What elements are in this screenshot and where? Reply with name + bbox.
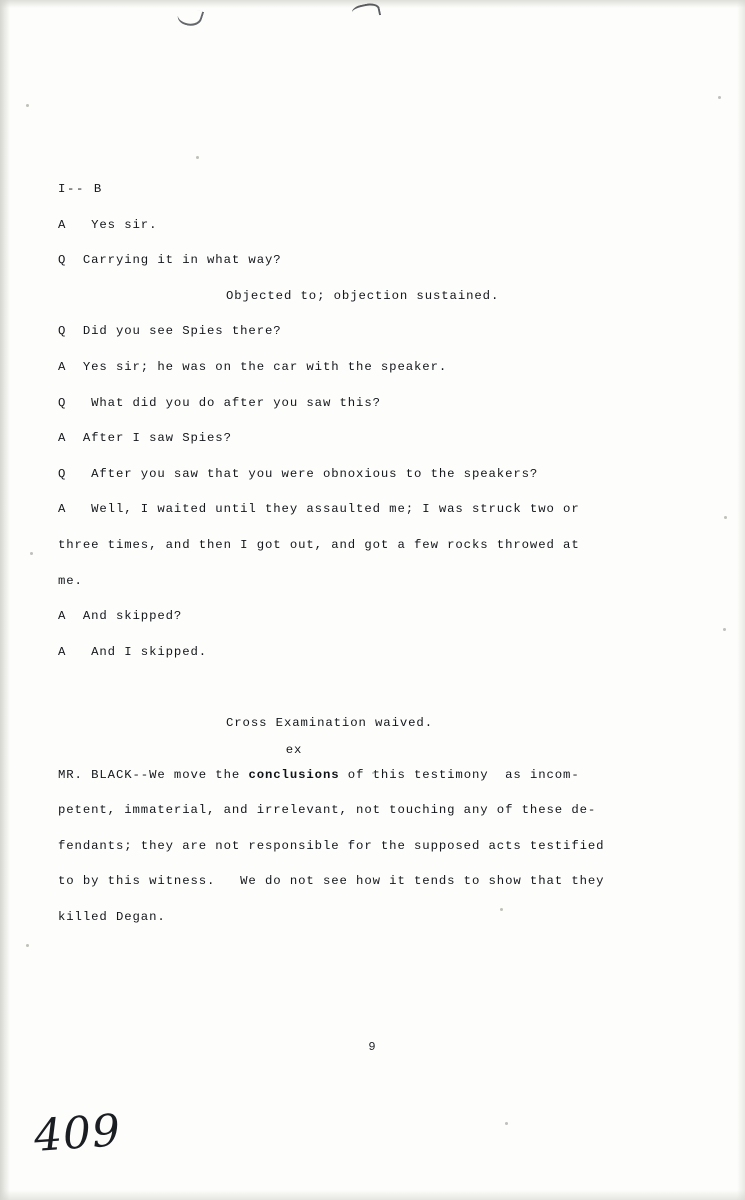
paragraph-spacer <box>58 670 690 706</box>
transcript-line: A And skipped? <box>58 609 183 624</box>
scan-speck <box>30 552 33 555</box>
objection-line: to by this witness. We do not see how it tends to show that they <box>58 874 605 889</box>
page-edge-bottom <box>0 1190 745 1200</box>
transcript-line: A Yes sir; he was on the car with the speaker. <box>58 359 448 374</box>
struck-word: conclusions <box>248 767 340 782</box>
objection-line: killed Degan. <box>58 909 166 924</box>
transcript-line: A And I skipped. <box>58 644 208 659</box>
objection-line: petent, immaterial, and irrelevant, not touching any of these de- <box>58 803 597 818</box>
overtype-correction: ex <box>285 742 303 757</box>
struck-word-group <box>248 742 340 794</box>
objection-suffix: of this testimony as incom- <box>339 767 580 782</box>
scan-speck <box>26 104 29 107</box>
transcript-body <box>58 172 690 935</box>
objection-prefix: MR. BLACK--We move the <box>58 767 249 782</box>
objection-first-line <box>58 742 690 794</box>
page-edge-left <box>0 0 10 1200</box>
transcript-line: A Yes sir. <box>58 217 158 232</box>
paragraph-spacer <box>58 742 690 758</box>
handwritten-page-number: 409 <box>32 1105 123 1162</box>
scan-speck <box>505 1122 508 1125</box>
transcript-line: me. <box>58 573 83 588</box>
transcript-line: Q Did you see Spies there? <box>58 324 282 339</box>
scan-speck <box>718 96 721 99</box>
scan-speck <box>724 516 727 519</box>
pen-mark-icon <box>176 5 204 30</box>
transcript-line: Q What did you do after you saw this? <box>58 395 381 410</box>
page-edge-right <box>737 0 745 1200</box>
section-header: I-- B <box>58 182 103 196</box>
transcript-line: three times, and then I got out, and got a few rocks throwed at <box>58 537 580 552</box>
transcript-line-objection: Objected to; objection sustained. <box>226 288 500 303</box>
scan-speck <box>196 156 199 159</box>
scan-speck <box>26 944 29 947</box>
transcript-line: Q Carrying it in what way? <box>58 253 282 268</box>
cross-examination-note: Cross Examination waived. <box>226 715 433 730</box>
objection-line: fendants; they are not responsible for the supposed acts testified <box>58 838 605 853</box>
scan-speck <box>723 628 726 631</box>
transcript-line: Q After you saw that you were obnoxious to the speakers? <box>58 466 539 481</box>
transcript-line: A After I saw Spies? <box>58 431 232 446</box>
page-number: 9 <box>368 1040 377 1054</box>
transcript-line: A Well, I waited until they assaulted me; I was struck two or <box>58 502 580 517</box>
